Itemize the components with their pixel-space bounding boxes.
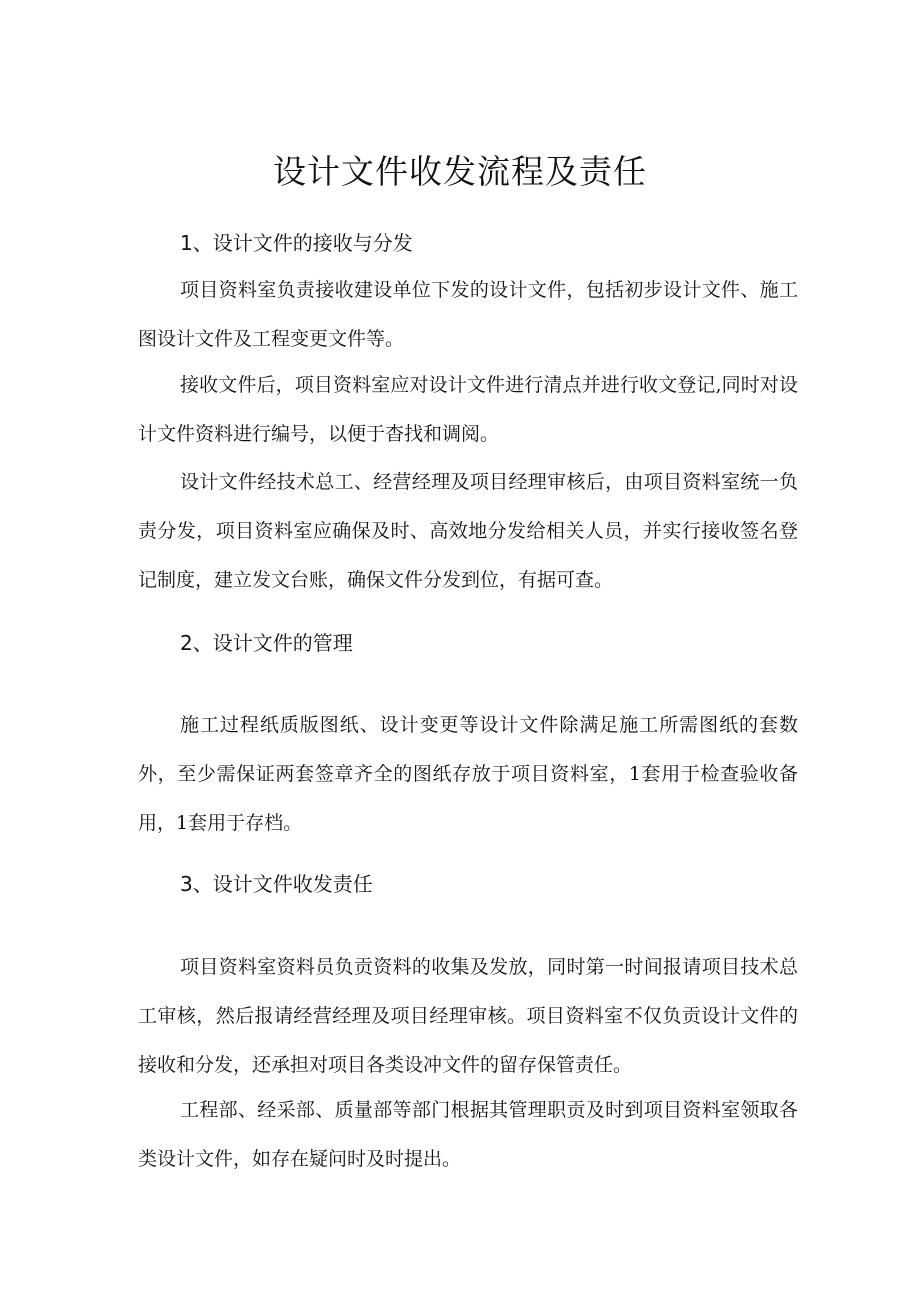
section-3-paragraph-1: 项目资料室资料员负贡资料的收集及发放，同时第一时间报请项目技术总工审核，然后报请经营经理及项目经理审核。项目资料室不仅负贡设计文件的接收和分发，还承担对项目各类设冲文件的留存保管责任。: [138, 956, 798, 1076]
section-1-paragraph-2: 接收文件后，项目资料室应对设计文件进行清点并进行收文登记,同时对设计文件资料进行编号，以便于杳找和调阅。: [138, 374, 798, 445]
document-title: 设计文件收发流程及责任: [273, 152, 647, 191]
section-3-heading: 3、设计文件收发责任: [180, 872, 373, 896]
section-1-paragraph-1: 项目资料室负责接收建设单位下发的设计文件，包括初步设计文件、施工图设计文件及工程变更文件等。: [138, 279, 798, 350]
section-1-paragraph-3: 设计文件经技术总工、经营经理及项目经理审核后，由项目资料室统一负责分发，项目资料室应确保及时、高效地分发给相关人员，并实行接收签名登记制度，建立发文台账，确保文件分发到位，有据可查。: [138, 471, 798, 591]
section-2-heading: 2、设计文件的管理: [180, 631, 353, 655]
section-1-heading: 1、设计文件的接收与分发: [180, 231, 413, 255]
section-3-paragraph-2: 工程部、经采部、质量部等部门根据其管理职贡及时到项目资料室领取各类设计文件，如存在疑问时及时提出。: [138, 1099, 798, 1170]
section-2-paragraph-1: 施工过程纸质版图纸、设计变更等设计文件除满足施工所需图纸的套数外，至少需保证两套签章齐全的图纸存放于项目资料室，1套用于检查验收备用，1套用于存档。: [138, 714, 798, 834]
